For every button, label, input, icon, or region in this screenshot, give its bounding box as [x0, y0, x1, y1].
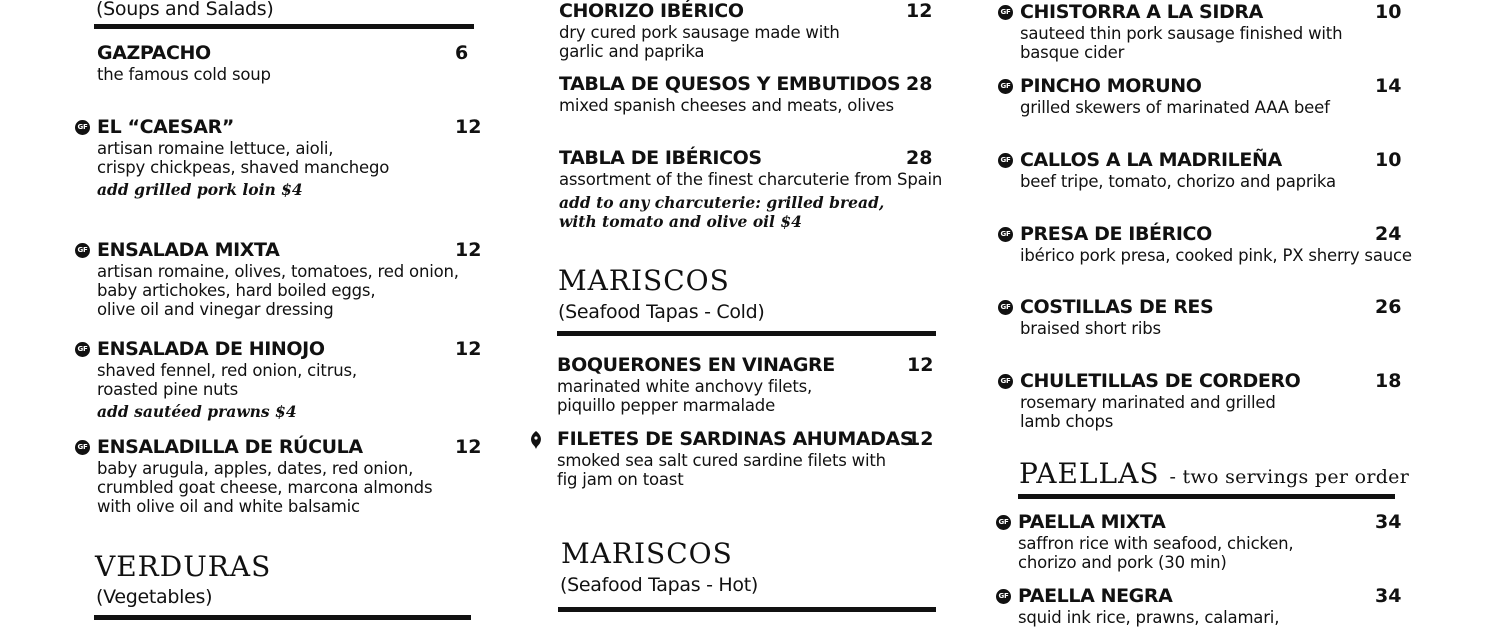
- section-subtitle-seafood-cold: (Seafood Tapas - Cold): [558, 301, 765, 323]
- item-price: 18: [1375, 370, 1402, 392]
- item-description: basque cider: [1020, 43, 1125, 62]
- paellas-note: - two servings per order: [1169, 466, 1410, 488]
- item-name: GAZPACHO: [97, 42, 211, 64]
- fish-icon: [527, 430, 545, 454]
- gluten-free-icon: GF: [75, 120, 90, 135]
- section-rule: [94, 24, 474, 29]
- item-name: PINCHO MORUNO: [1020, 75, 1202, 97]
- item-description: olive oil and vinegar dressing: [97, 300, 334, 319]
- menu-item-el-caesar: [77, 116, 482, 199]
- menu-item-pincho-moruno: [1000, 75, 1402, 117]
- menu-item-callos: [1000, 149, 1402, 191]
- item-description: the famous cold soup: [97, 65, 271, 84]
- item-description: crispy chickpeas, shaved manchego: [97, 158, 390, 177]
- item-price: 12: [906, 0, 933, 22]
- item-price: 12: [455, 116, 482, 138]
- section-title-mariscos-hot: MARISCOS: [561, 537, 733, 570]
- gluten-free-icon: GF: [996, 589, 1011, 604]
- menu-item-chuletillas: [1000, 370, 1402, 431]
- item-description: fig jam on toast: [557, 470, 684, 489]
- gluten-free-icon: GF: [998, 5, 1013, 20]
- item-addon: add to any charcuterie: grilled bread,: [559, 193, 885, 212]
- gluten-free-icon: GF: [996, 515, 1011, 530]
- item-description: baby arugula, apples, dates, red onion,: [97, 459, 414, 478]
- item-name: ENSALADA MIXTA: [97, 239, 280, 261]
- item-price: 26: [1375, 296, 1402, 318]
- item-description: shaved fennel, red onion, citrus,: [97, 361, 357, 380]
- menu-item-presa-de-iberico: [1000, 223, 1412, 265]
- gluten-free-icon: GF: [998, 79, 1013, 94]
- item-description: dry cured pork sausage made with: [559, 23, 840, 42]
- item-name: EL “CAESAR”: [97, 116, 234, 138]
- item-name: CHULETILLAS DE CORDERO: [1020, 370, 1301, 392]
- item-description: artisan romaine, olives, tomatoes, red onion,: [97, 262, 459, 281]
- item-description: piquillo pepper marmalade: [557, 396, 776, 415]
- item-price: 28: [906, 147, 933, 169]
- item-price: 12: [455, 338, 482, 360]
- section-rule: [557, 331, 936, 336]
- menu-item-filetes-de-sardinas: [557, 428, 935, 489]
- menu-item-boquerones: [557, 354, 935, 415]
- item-name: PAELLA NEGRA: [1018, 585, 1173, 607]
- menu-item-costillas-de-res: [1000, 296, 1402, 338]
- item-price: 24: [1375, 223, 1402, 245]
- item-name: PRESA DE IBÉRICO: [1020, 223, 1212, 245]
- menu-item-gazpacho: [97, 42, 467, 84]
- section-title-verduras: VERDURAS: [95, 550, 272, 583]
- item-name: COSTILLAS DE RES: [1020, 296, 1214, 318]
- item-name: TABLA DE QUESOS Y EMBUTIDOS: [559, 73, 901, 95]
- item-description: garlic and paprika: [559, 42, 705, 61]
- item-description: baby artichokes, hard boiled eggs,: [97, 281, 376, 300]
- item-price: 28: [906, 73, 933, 95]
- menu-item-paella-mixta: [998, 511, 1402, 572]
- item-description: lamb chops: [1020, 412, 1114, 431]
- section-rule: [94, 615, 471, 620]
- gluten-free-icon: GF: [998, 300, 1013, 315]
- menu-item-chistorra: [1000, 1, 1402, 62]
- gluten-free-icon: GF: [998, 227, 1013, 242]
- item-description: sauteed thin pork sausage finished with: [1020, 24, 1343, 43]
- menu-item-ensalada-mixta: [77, 239, 482, 319]
- menu-item-ensaladilla-de-rucula: [77, 436, 482, 516]
- menu-item-ensalada-de-hinojo: [77, 338, 482, 421]
- item-price: 12: [455, 239, 482, 261]
- item-description: ibérico pork presa, cooked pink, PX sherry sauce: [1020, 246, 1412, 265]
- item-name: CHORIZO IBÉRICO: [559, 0, 744, 22]
- item-name: TABLA DE IBÉRICOS: [559, 147, 762, 169]
- section-rule: [558, 607, 936, 612]
- item-description: mixed spanish cheeses and meats, olives: [559, 96, 894, 115]
- section-title-paellas: [1019, 457, 1409, 490]
- item-description: squid ink rice, prawns, calamari,: [1018, 608, 1280, 627]
- item-addon: add grilled pork loin $4: [97, 180, 303, 199]
- gluten-free-icon: GF: [75, 342, 90, 357]
- item-addon: add sautéed prawns $4: [97, 402, 297, 421]
- item-price: 10: [1375, 1, 1402, 23]
- item-addon: with tomato and olive oil $4: [559, 212, 802, 231]
- menu-item-tabla-de-quesos: [559, 73, 934, 115]
- item-name: ENSALADILLA DE RÚCULA: [97, 436, 363, 458]
- gluten-free-icon: GF: [998, 153, 1013, 168]
- item-description: assortment of the finest charcuterie from Spain: [559, 170, 943, 189]
- item-price: 12: [907, 428, 934, 450]
- section-subtitle-vegetables: (Vegetables): [96, 586, 213, 608]
- item-price: 14: [1375, 75, 1402, 97]
- menu-item-paella-negra: [998, 585, 1402, 627]
- section-title-mariscos-cold: MARISCOS: [558, 264, 730, 297]
- item-name: CHISTORRA A LA SIDRA: [1020, 1, 1263, 23]
- item-price: 34: [1375, 585, 1402, 607]
- item-description: smoked sea salt cured sardine filets with: [557, 451, 886, 470]
- item-description: chorizo and pork (30 min): [1018, 553, 1227, 572]
- item-description: crumbled goat cheese, marcona almonds: [97, 478, 433, 497]
- menu-item-chorizo-iberico: [559, 0, 934, 61]
- paellas-title: PAELLAS: [1019, 457, 1160, 490]
- section-subtitle-seafood-hot: (Seafood Tapas - Hot): [560, 574, 758, 596]
- item-description: with olive oil and white balsamic: [97, 497, 360, 516]
- item-price: 12: [907, 354, 934, 376]
- item-price: 10: [1375, 149, 1402, 171]
- item-description: beef tripe, tomato, chorizo and paprika: [1020, 172, 1336, 191]
- item-name: FILETES DE SARDINAS AHUMADAS: [557, 428, 914, 450]
- gluten-free-icon: GF: [75, 440, 90, 455]
- item-price: 6: [455, 42, 469, 64]
- item-description: artisan romaine lettuce, aioli,: [97, 139, 334, 158]
- item-description: roasted pine nuts: [97, 380, 239, 399]
- item-name: ENSALADA DE HINOJO: [97, 338, 325, 360]
- item-price: 34: [1375, 511, 1402, 533]
- item-description: saffron rice with seafood, chicken,: [1018, 534, 1294, 553]
- item-name: CALLOS A LA MADRILEÑA: [1020, 149, 1282, 171]
- gluten-free-icon: GF: [75, 243, 90, 258]
- menu-item-tabla-de-ibericos: [559, 147, 943, 231]
- item-description: rosemary marinated and grilled: [1020, 393, 1276, 412]
- section-rule: [1018, 494, 1395, 499]
- item-description: grilled skewers of marinated AAA beef: [1020, 98, 1330, 117]
- section-subtitle-soups-salads: (Soups and Salads): [96, 0, 274, 20]
- item-description: braised short ribs: [1020, 319, 1161, 338]
- gluten-free-icon: GF: [998, 374, 1013, 389]
- item-name: BOQUERONES EN VINAGRE: [557, 354, 835, 376]
- item-description: marinated white anchovy filets,: [557, 377, 813, 396]
- item-name: PAELLA MIXTA: [1018, 511, 1166, 533]
- item-price: 12: [455, 436, 482, 458]
